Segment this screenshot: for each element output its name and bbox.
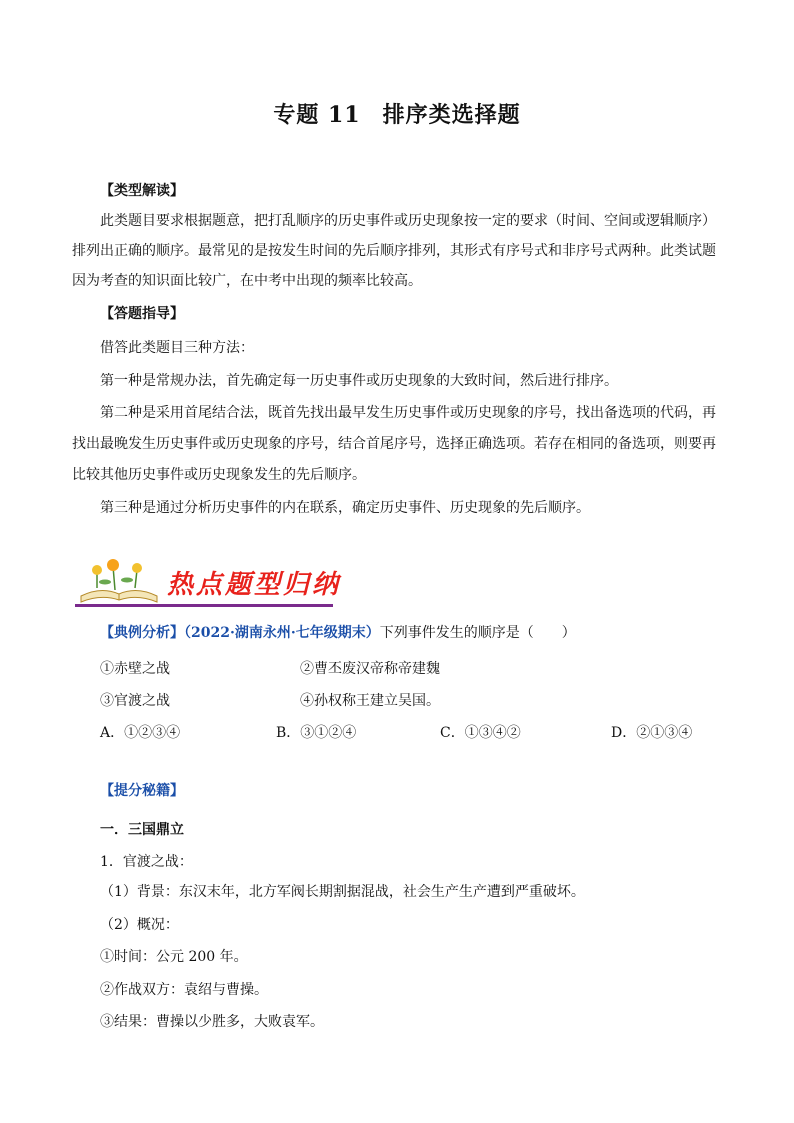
title-text: 排序类选择题 bbox=[382, 102, 521, 128]
paragraph-line: 因为考查的知识面比较广，在中考中出现的频率比较高。 bbox=[72, 273, 422, 289]
section-heading-guide: 【答题指导】 bbox=[100, 306, 184, 322]
event-item: ①赤壁之战 bbox=[100, 661, 170, 677]
tips-line: ①时间：公元 200 年。 bbox=[100, 949, 248, 965]
paragraph-line: 比较其他历史事件或历史现象发生的先后顺序。 bbox=[72, 467, 366, 483]
paragraph-line: 借答此类题目三种方法： bbox=[100, 340, 254, 356]
event-item: ③官渡之战 bbox=[100, 693, 170, 709]
example-question bbox=[100, 618, 576, 648]
paragraph-line: 排列出正确的顺序。最常见的是按发生时间的先后顺序排列，其形式有序号式和非序号式两种。此类试题 bbox=[72, 243, 716, 259]
book-flower-icon bbox=[75, 558, 165, 606]
choice-d: D．②①③④ bbox=[611, 725, 693, 741]
tips-line: ③结果：曹操以少胜多，大败袁军。 bbox=[100, 1014, 324, 1030]
paragraph-line: 第二种是采用首尾结合法，既首先找出最早发生历史事件或历史现象的序号，找出备选项的代码，再 bbox=[100, 405, 716, 421]
title-number: 专题 11 bbox=[273, 102, 361, 128]
tips-line: ②作战双方：袁绍与曹操。 bbox=[100, 982, 268, 998]
paragraph-line: 此类题目要求根据题意，把打乱顺序的历史事件或历史现象按一定的要求（时间、空间或逻辑顺序） bbox=[100, 213, 716, 229]
tips-subheading: 一．三国鼎立 bbox=[100, 822, 184, 838]
example-source: （2022·湖南永州·七年级期末） bbox=[184, 625, 380, 641]
choice-a: A．①②③④ bbox=[100, 725, 181, 741]
paragraph-line: 第一种是常规办法，首先确定每一历史事件或历史现象的大致时间，然后进行排序。 bbox=[100, 373, 618, 389]
example-stem: 下列事件发生的顺序是（ ） bbox=[379, 625, 576, 641]
banner-title: 热点题型归纳 bbox=[167, 570, 342, 600]
tips-line: （1）背景：东汉末年，北方军阀长期割据混战，社会生产生产遭到严重破坏。 bbox=[100, 884, 585, 900]
example-tag: 【典例分析】 bbox=[100, 625, 184, 641]
choice-b: B．③①②④ bbox=[276, 725, 357, 741]
hot-topics-banner bbox=[75, 558, 342, 610]
paragraph-line: 找出最晚发生历史事件或历史现象的序号，结合首尾序号，选择正确选项。若存在相同的备选项，则要再 bbox=[72, 436, 716, 452]
section-heading-type: 【类型解读】 bbox=[100, 183, 184, 199]
event-item: ②曹丕废汉帝称帝建魏 bbox=[300, 661, 440, 677]
tips-line: 1．官渡之战： bbox=[100, 854, 193, 870]
choice-c: C．①③④② bbox=[440, 725, 521, 741]
event-item: ④孙权称王建立吴国。 bbox=[300, 693, 440, 709]
tips-heading: 【提分秘籍】 bbox=[100, 783, 184, 799]
paragraph-line: 第三种是通过分析历史事件的内在联系，确定历史事件、历史现象的先后顺序。 bbox=[100, 500, 590, 516]
page-title bbox=[0, 98, 794, 129]
tips-line: （2）概况： bbox=[100, 917, 179, 933]
banner-underline bbox=[75, 604, 333, 607]
